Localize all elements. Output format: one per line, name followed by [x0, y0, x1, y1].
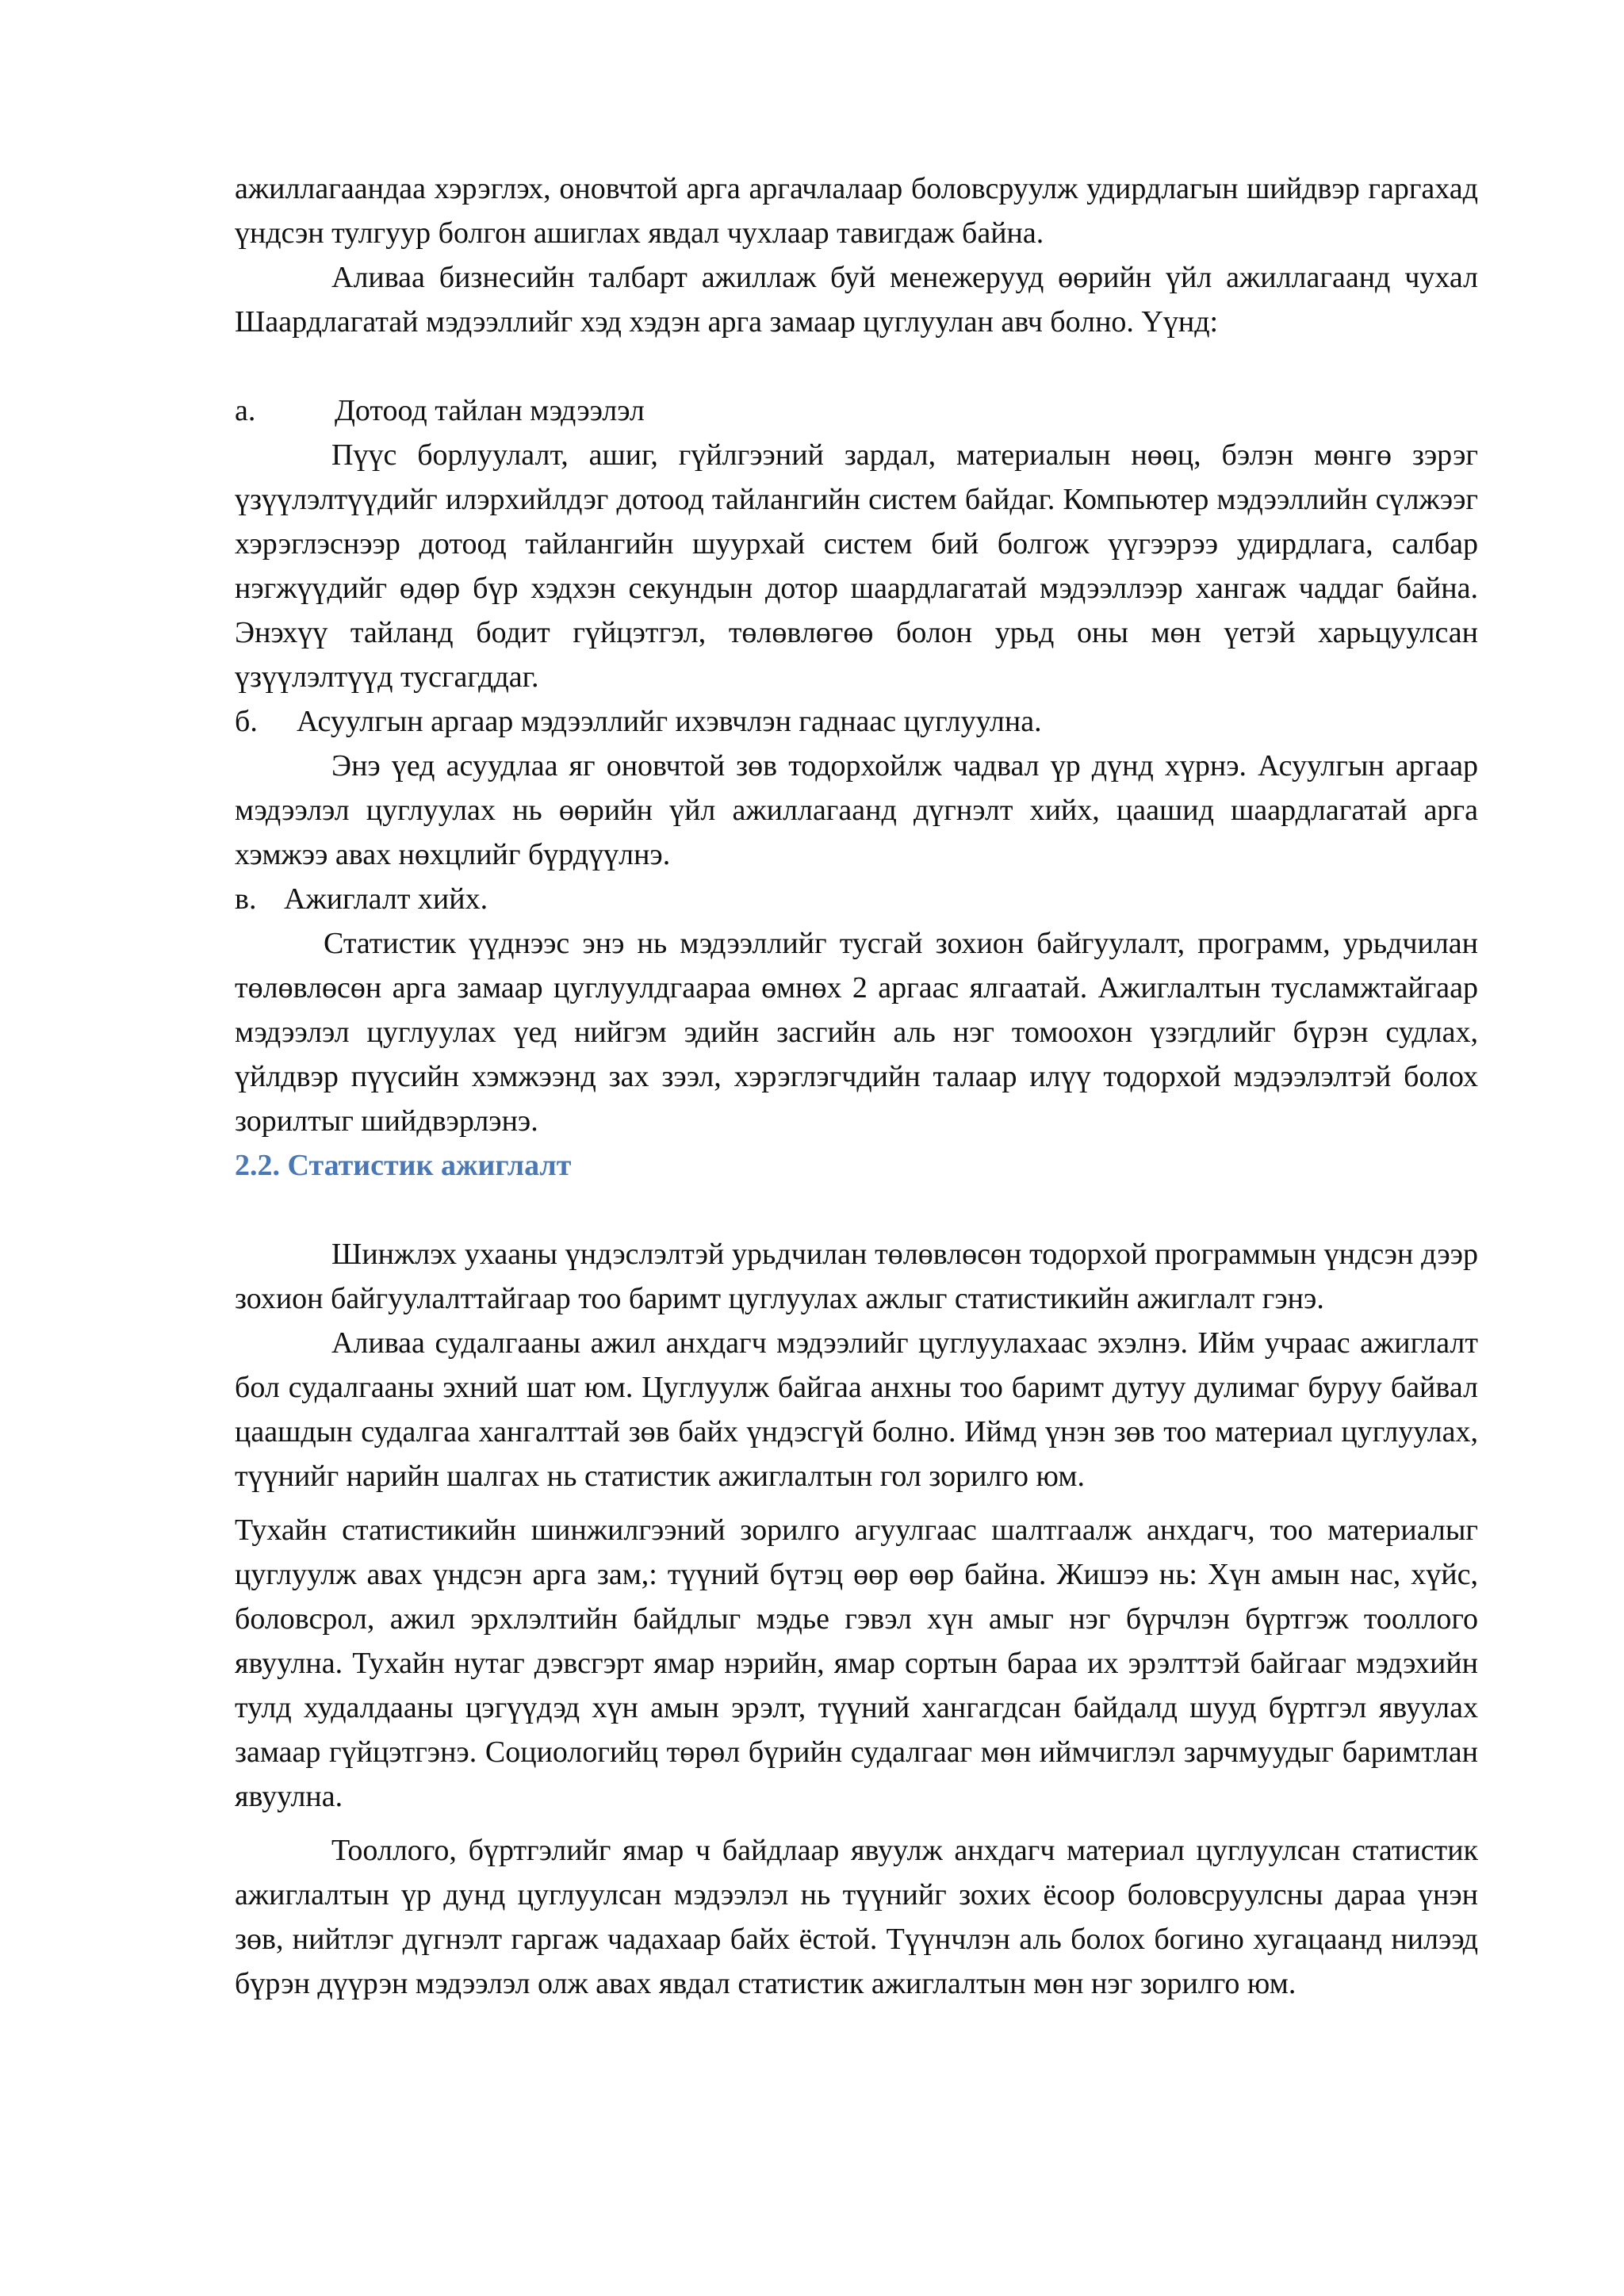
list-item-b: [235, 699, 1478, 744]
list-marker-b: б.: [235, 705, 258, 738]
paragraph-survey: Энэ үед асуудлаа яг оновчтой зөв тодорхойлж чадвал үр дүнд хүрнэ. Асуулгын аргаар мэдээлэл цуглуулах нь өөрийн үйл ажиллагаанд дүгнэлт хийх, цаашид шаардлагатай арга хэмжээ авах нөхцлийг бүрдүүлнэ.: [235, 749, 1478, 871]
document-body: [235, 166, 1478, 2006]
paragraph-census-goal: Тооллого, бүртгэлийг ямар ч байдлаар явуулж анхдагч материал цуглуулсан статистик ажиглалтын үр дунд цуглуулсан мэдээлэл нь түүнийг зохих ёсоор боловсруулсны дараа үнэн зөв, нийтлэг дүгнэлт гаргаж чадахаар байх ёстой. Түүнчлэн аль болох богино хугацаанд нилээд бүрэн дүүрэн мэдээлэл олж авах явдал статистик ажиглалтын мөн нэг зорилго юм.: [235, 1834, 1478, 2000]
list-item-c-text: Ажиглалт хийх.: [284, 882, 488, 916]
paragraph-definition: Шинжлэх ухааны үндэслэлтэй урьдчилан төлөвлөсөн тодорхой программын үндсэн дээр зохион байгуулалттайгаар тоо баримт цуглуулах ажлыг статистикийн ажиглалт гэнэ.: [235, 1238, 1478, 1315]
list-item-a-text: Дотоод тайлан мэдээлэл: [335, 394, 645, 427]
list-marker-a: а.: [235, 394, 256, 427]
list-item-a: [235, 388, 1478, 433]
paragraph-intro-continuation: ажиллагаандаа хэрэглэх, оновчтой арга аргачлалаар боловсруулж удирдлагын шийдвэр гаргахад үндсэн тулгуур болгон ашиглах явдал чухлаар тавигдаж байна.: [235, 172, 1478, 250]
section-heading: 2.2. Статистик ажиглалт: [235, 1149, 572, 1182]
paragraph-internal-reports: Пүүс борлуулалт, ашиг, гүйлгээний зардал, материалын нөөц, бэлэн мөнгө зэрэг үзүүлэлтүүдийг илэрхийлдэг дотоод тайлангийн систем байдаг. Компьютер мэдээллийн сүлжээг хэрэглэснээр дотоод тайлангийн шуурхай систем бий болгож үүгээрээ удирдлага, салбар нэгжүүдийг өдөр бүр хэдхэн секундын дотор шаардлагатай мэдээллээр хангаж чаддаг байна. Энэхүү тайланд бодит гүйцэтгэл, төлөвлөгөө болон урьд оны мөн үетэй харьцуулсан үзүүлэлтүүд тусгагддаг.: [235, 438, 1478, 694]
paragraph-observation: Статистик үүднээс энэ нь мэдээллийг тусгай зохион байгуулалт, программ, урьдчилан төлөвлөсөн арга замаар цуглуулдгаараа өмнөх 2 аргаас ялгаатай. Ажиглалтын тусламжтайгаар мэдээлэл цуглуулах үед нийгэм эдийн засгийн аль нэг томоохон үзэгдлийг бүрэн судлах, үйлдвэр пүүсийн хэмжээнд зах зээл, хэрэглэгчдийн талаар илүү тодорхой мэдээлэлтэй болох зорилтыг шийдвэрлэнэ.: [235, 927, 1478, 1138]
paragraph-first-stage: Аливаа судалгааны ажил анхдагч мэдээлийг цуглуулахаас эхэлнэ. Ийм учраас ажиглалт бол судалгааны эхний шат юм. Цуглуулж байгаа анхны тоо баримт дутуу дулимаг буруу байвал цаашдын судалгаа хангалттай зөв байх үндэсгүй болно. Иймд үнэн зөв тоо материал цуглуулах, түүнийг нарийн шалгах нь статистик ажиглалтын гол зорилго юм.: [235, 1326, 1478, 1493]
list-item-c: [235, 877, 1478, 921]
list-item-b-text: Асуулгын аргаар мэдээллийг ихэвчлэн гаднаас цуглуулна.: [297, 705, 1042, 738]
list-marker-c: в.: [235, 882, 257, 916]
paragraph-info-sources: Аливаа бизнесийн талбарт ажиллаж буй менежерууд өөрийн үйл ажиллагаанд чухал Шаардлагатай мэдээллийг хэд хэдэн арга замаар цуглуулан авч болно. Үүнд:: [235, 261, 1478, 339]
paragraph-methods: Тухайн статистикийн шинжилгээний зорилго агуулгаас шалтгаалж анхдагч, тоо материалыг цуглуулж авах үндсэн арга зам,: түүний бүтэц өөр өөр байна. Жишээ нь: Хүн амын нас, хүйс, боловсрол, ажил эрхлэлтийн байдлыг мэдье гэвэл хүн амыг нэг бүрчлэн бүртгэж тооллого явуулна. Тухайн нутаг дэвсгэрт ямар нэрийн, ямар сортын бараа их эрэлттэй байгааг мэдэхийн тулд худалдааны цэгүүдэд хүн амын эрэлт, түүний хангагдсан байдалд шууд бүртгэл явуулах замаар гүйцэтгэнэ. Социологийц төрөл бүрийн судалгааг мөн иймчиглэл зарчмуудыг баримтлан явуулна.: [235, 1513, 1478, 1813]
